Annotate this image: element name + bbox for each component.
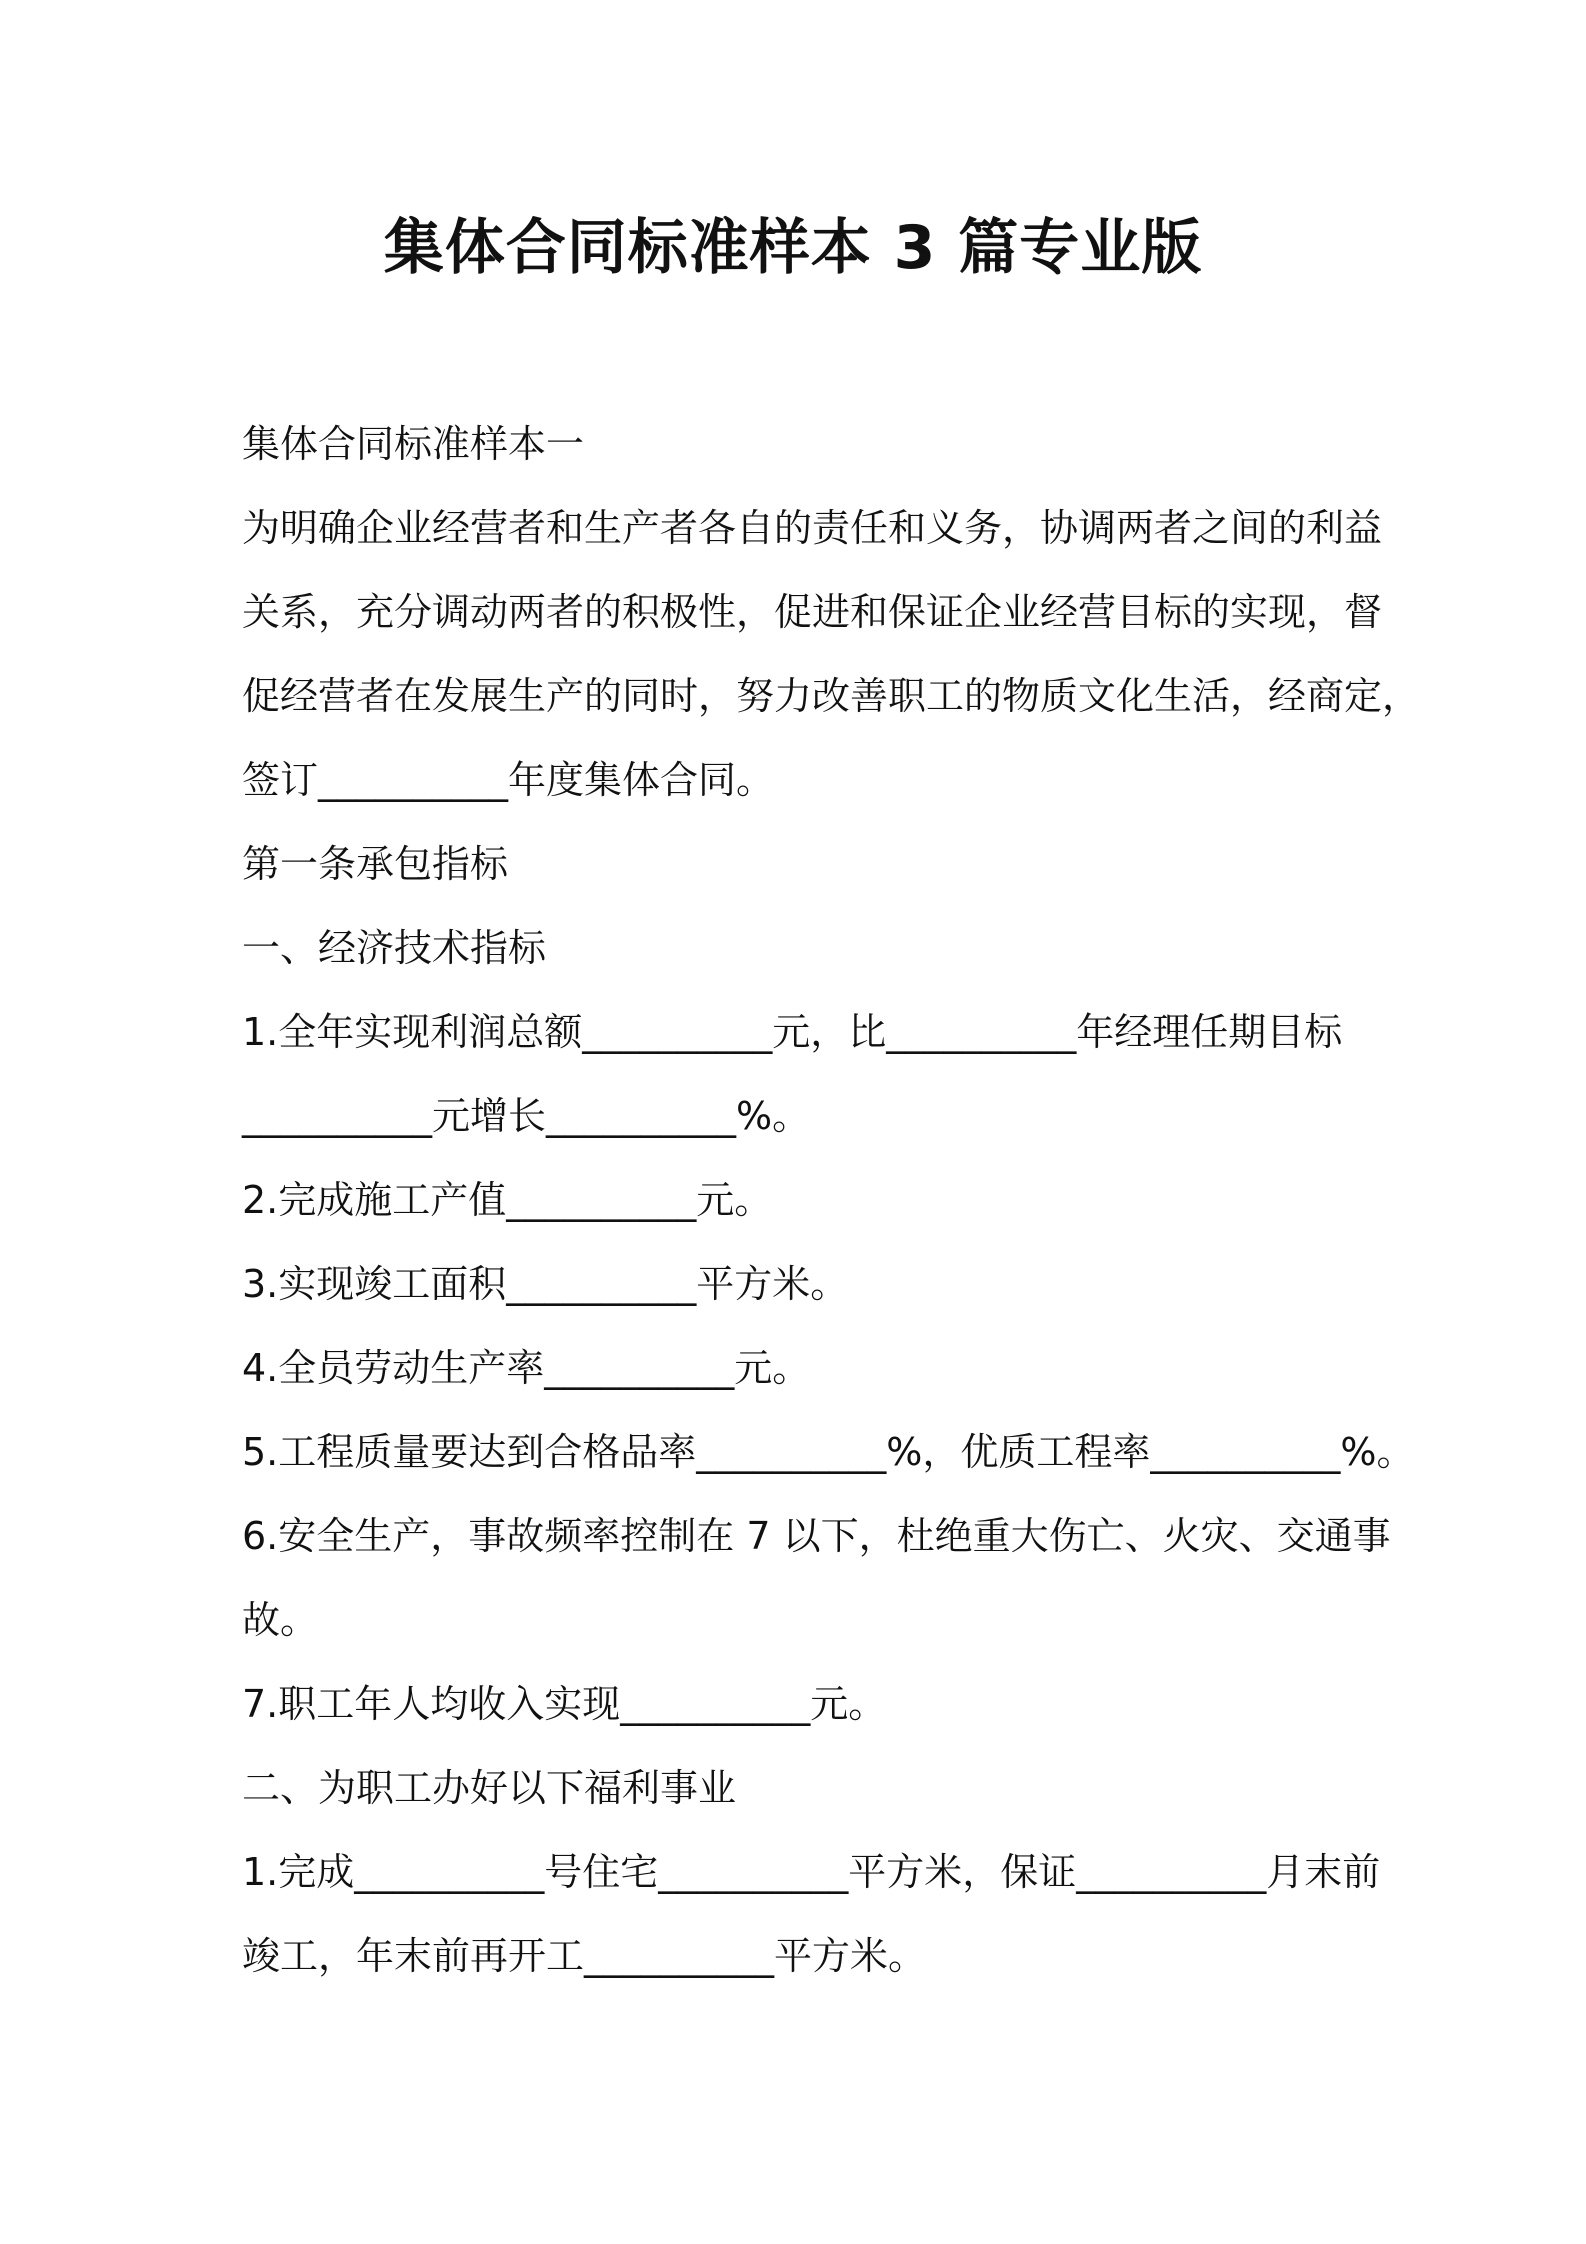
list-item: 1.完成__________号住宅__________平方米，保证__________月末前: [242, 1850, 1381, 1894]
list-item: 5.工程质量要达到合格品率__________%，优质工程率__________%。: [242, 1430, 1415, 1474]
subsection-heading: 一、经济技术指标: [242, 926, 547, 970]
paragraph-line: 关系，充分调动两者的积极性，促进和保证企业经营目标的实现，督: [242, 590, 1383, 634]
list-item-continuation: __________元增长__________%。: [242, 1094, 811, 1138]
paragraph-line: 促经营者在发展生产的同时，努力改善职工的物质文化生活，经商定，: [242, 674, 1421, 718]
list-item: 1.全年实现利润总额__________元，比__________年经理任期目标: [242, 1010, 1343, 1054]
list-item: 3.实现竣工面积__________平方米。: [242, 1262, 849, 1306]
article-heading: 第一条承包指标: [242, 842, 509, 886]
section-heading: 集体合同标准样本一: [242, 422, 585, 466]
list-item-continuation: 故。: [242, 1598, 319, 1642]
paragraph-line: 为明确企业经营者和生产者各自的责任和义务，协调两者之间的利益: [242, 506, 1383, 550]
document-body: [242, 402, 1421, 1998]
list-item: 7.职工年人均收入实现__________元。: [242, 1682, 887, 1726]
paragraph-line: 签订__________年度集体合同。: [242, 758, 775, 802]
list-item: 2.完成施工产值__________元。: [242, 1178, 773, 1222]
list-item-continuation: 竣工，年末前再开工__________平方米。: [242, 1934, 927, 1978]
subsection-heading: 二、为职工办好以下福利事业: [242, 1766, 737, 1810]
list-item: 6.安全生产，事故频率控制在 7 以下，杜绝重大伤亡、火灾、交通事: [242, 1514, 1391, 1558]
document-title: 集体合同标准样本 3 篇专业版: [383, 213, 1203, 283]
list-item: 4.全员劳动生产率__________元。: [242, 1346, 811, 1390]
